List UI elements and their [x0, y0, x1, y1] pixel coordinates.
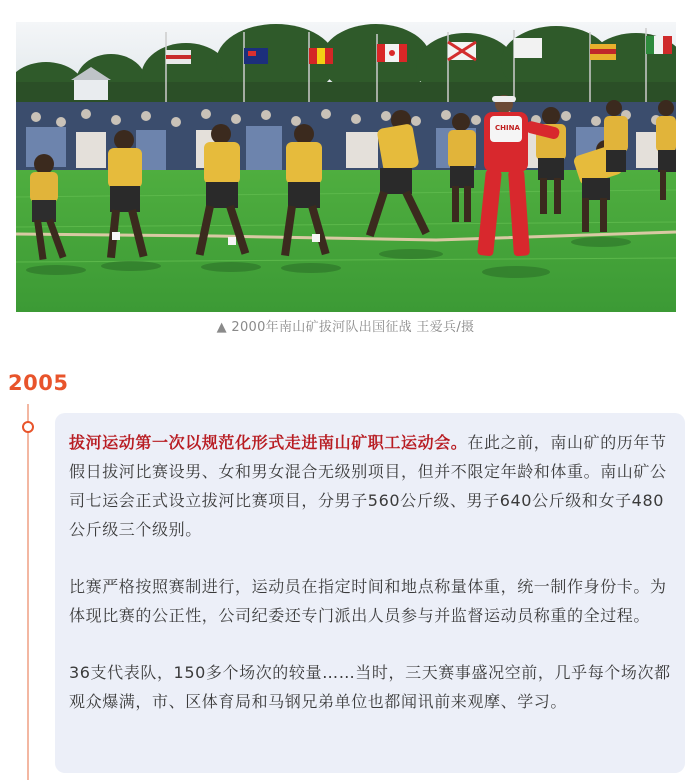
paragraph-2: 比赛严格按照赛制进行，运动员在指定时间和地点称量体重，统一制作身份卡。为体现比赛的公正性，公司纪委还专门派出人员参与并监督运动员称重的全过程。 — [69, 577, 667, 625]
timeline-year: 2005 — [8, 371, 69, 395]
paragraph-1 — [69, 428, 673, 544]
timeline-line — [27, 404, 29, 780]
paragraph-1-lead: 拔河运动第一次以规范化形式走进南山矿职工运动会。 — [69, 433, 468, 452]
paragraph-1-body: 在此之前，南山矿的历年节假日拔河比赛设男、女和男女混合无级别项目，但并不限定年龄和体重。南山矿公司七运会正式设立拔河比赛项目，分男子560公斤级、男子640公斤级和女子480公斤级三个级别。 — [69, 433, 667, 539]
tug-of-war-photo — [16, 22, 676, 312]
timeline-dot — [22, 421, 34, 433]
paragraph-3: 36支代表队，150多个场次的较量……当时，三天赛事盛况空前，几乎每个场次都观众爆满，市、区体育局和马钢兄弟单位也都闻讯前来观摩、学习。 — [69, 663, 671, 711]
jersey-text: CHINA — [495, 124, 520, 132]
photo-illustration — [16, 22, 676, 312]
photo-caption: ▲ 2000年南山矿拔河队出国征战 王爱兵/摄 — [216, 320, 475, 335]
article-card — [55, 413, 685, 773]
